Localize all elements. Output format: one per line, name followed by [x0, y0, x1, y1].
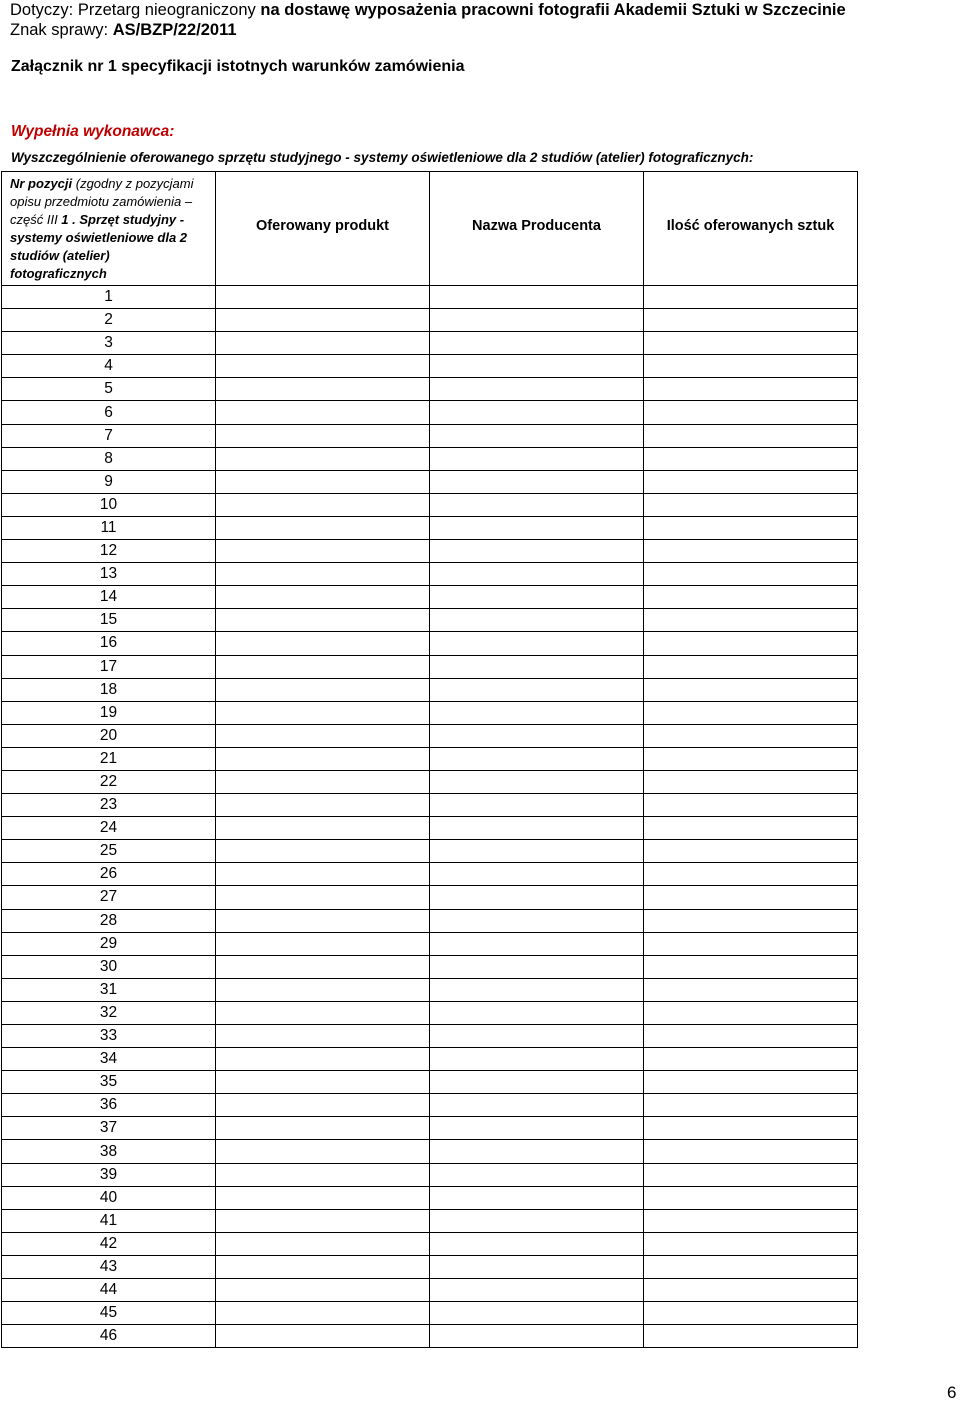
product-cell[interactable]: [216, 1094, 430, 1117]
manufacturer-cell[interactable]: [430, 586, 644, 609]
position-number-cell: 44: [2, 1279, 216, 1302]
position-number-cell: 38: [2, 1140, 216, 1163]
table-row: [2, 563, 858, 586]
table-row: [2, 932, 858, 955]
product-cell[interactable]: [216, 747, 430, 770]
product-cell[interactable]: [216, 770, 430, 793]
manufacturer-cell[interactable]: [430, 424, 644, 447]
manufacturer-cell[interactable]: [430, 978, 644, 1001]
manufacturer-cell[interactable]: [430, 1186, 644, 1209]
manufacturer-cell[interactable]: [430, 1001, 644, 1024]
position-number-cell: 46: [2, 1325, 216, 1348]
position-number-cell: 36: [2, 1094, 216, 1117]
table-row: [2, 1163, 858, 1186]
manufacturer-cell[interactable]: [430, 1325, 644, 1348]
manufacturer-cell[interactable]: [430, 1279, 644, 1302]
manufacturer-cell[interactable]: [430, 632, 644, 655]
position-number-cell: 15: [2, 609, 216, 632]
table-row: [2, 1186, 858, 1209]
table-row: [2, 909, 858, 932]
product-cell[interactable]: [216, 401, 430, 424]
product-cell[interactable]: [216, 1048, 430, 1071]
product-cell[interactable]: [216, 516, 430, 539]
table-row: [2, 955, 858, 978]
subject-bold: na dostawę wyposażenia pracowni fotografii Akademii Sztuki w Szczecinie: [260, 1, 846, 19]
quantity-cell[interactable]: [644, 655, 858, 678]
attachment-title: Załącznik nr 1 specyfikacji istotnych warunków zamówienia: [11, 58, 465, 75]
manufacturer-cell[interactable]: [430, 932, 644, 955]
table-header-row: [2, 172, 858, 286]
position-number-cell: 20: [2, 724, 216, 747]
position-number-cell: 26: [2, 863, 216, 886]
position-number-cell: 22: [2, 770, 216, 793]
product-cell[interactable]: [216, 1255, 430, 1278]
filled-by-heading: Wypełnia wykonawca:: [11, 123, 175, 140]
manufacturer-cell[interactable]: [430, 1255, 644, 1278]
product-cell[interactable]: [216, 840, 430, 863]
quantity-cell[interactable]: [644, 678, 858, 701]
table-row: [2, 863, 858, 886]
table-row: [2, 586, 858, 609]
equipment-description: Wyszczególnienie oferowanego sprzętu studyjnego - systemy oświetleniowe dla 2 studiów (atelier) fotograficznych:: [11, 150, 754, 165]
table-row: [2, 701, 858, 724]
manufacturer-cell[interactable]: [430, 609, 644, 632]
quantity-cell[interactable]: [644, 1140, 858, 1163]
product-cell[interactable]: [216, 863, 430, 886]
manufacturer-cell[interactable]: [430, 1163, 644, 1186]
manufacturer-cell[interactable]: [430, 1209, 644, 1232]
manufacturer-cell[interactable]: [430, 1048, 644, 1071]
position-number-cell: 23: [2, 794, 216, 817]
product-cell[interactable]: [216, 540, 430, 563]
product-cell[interactable]: [216, 1232, 430, 1255]
manufacturer-cell[interactable]: [430, 1117, 644, 1140]
quantity-cell[interactable]: [644, 540, 858, 563]
position-number-cell: 3: [2, 332, 216, 355]
product-cell[interactable]: [216, 586, 430, 609]
position-number-cell: 7: [2, 424, 216, 447]
product-cell[interactable]: [216, 1186, 430, 1209]
table-row: [2, 1209, 858, 1232]
manufacturer-cell[interactable]: [430, 886, 644, 909]
table-row: [2, 655, 858, 678]
product-cell[interactable]: [216, 955, 430, 978]
table-row: [2, 794, 858, 817]
position-number-cell: 41: [2, 1209, 216, 1232]
manufacturer-cell[interactable]: [430, 1025, 644, 1048]
product-cell[interactable]: [216, 978, 430, 1001]
table-row: [2, 978, 858, 1001]
position-number-cell: 34: [2, 1048, 216, 1071]
quantity-cell[interactable]: [644, 563, 858, 586]
manufacturer-cell[interactable]: [430, 817, 644, 840]
quantity-cell[interactable]: [644, 955, 858, 978]
manufacturer-cell[interactable]: [430, 286, 644, 309]
quantity-cell[interactable]: [644, 609, 858, 632]
position-header-text: (zgodny z pozycjami opisu przedmiotu zamówienia – część III: [10, 176, 194, 227]
offer-table: [1, 171, 858, 1348]
quantity-cell[interactable]: [644, 886, 858, 909]
manufacturer-cell[interactable]: [430, 332, 644, 355]
position-number-cell: 19: [2, 701, 216, 724]
table-row: [2, 1279, 858, 1302]
manufacturer-cell[interactable]: [430, 493, 644, 516]
position-number-cell: 16: [2, 632, 216, 655]
manufacturer-cell[interactable]: [430, 1302, 644, 1325]
table-row: [2, 1140, 858, 1163]
product-cell[interactable]: [216, 563, 430, 586]
manufacturer-cell[interactable]: [430, 447, 644, 470]
manufacturer-cell[interactable]: [430, 909, 644, 932]
product-cell[interactable]: [216, 609, 430, 632]
quantity-cell[interactable]: [644, 470, 858, 493]
column-header-manufacturer: Nazwa Producenta: [430, 172, 644, 286]
product-cell[interactable]: [216, 632, 430, 655]
quantity-cell[interactable]: [644, 1071, 858, 1094]
product-cell[interactable]: [216, 1279, 430, 1302]
table-row: [2, 493, 858, 516]
quantity-cell[interactable]: [644, 1094, 858, 1117]
product-cell[interactable]: [216, 1025, 430, 1048]
quantity-cell[interactable]: [644, 309, 858, 332]
subject-line: [10, 1, 846, 20]
position-number-cell: 37: [2, 1117, 216, 1140]
quantity-cell[interactable]: [644, 332, 858, 355]
manufacturer-cell[interactable]: [430, 770, 644, 793]
position-number-cell: 5: [2, 378, 216, 401]
case-line: [10, 21, 237, 40]
page-number: 6: [947, 1383, 957, 1402]
product-cell[interactable]: [216, 678, 430, 701]
column-header-quantity: Ilość oferowanych sztuk: [644, 172, 858, 286]
product-cell[interactable]: [216, 447, 430, 470]
product-cell[interactable]: [216, 886, 430, 909]
product-cell[interactable]: [216, 286, 430, 309]
product-cell[interactable]: [216, 724, 430, 747]
quantity-cell[interactable]: [644, 286, 858, 309]
product-cell[interactable]: [216, 1001, 430, 1024]
product-cell[interactable]: [216, 701, 430, 724]
table-row: [2, 447, 858, 470]
quantity-cell[interactable]: [644, 632, 858, 655]
quantity-cell[interactable]: [644, 1232, 858, 1255]
product-cell[interactable]: [216, 493, 430, 516]
product-cell[interactable]: [216, 424, 430, 447]
product-cell[interactable]: [216, 655, 430, 678]
position-number-cell: 30: [2, 955, 216, 978]
table-row: [2, 724, 858, 747]
product-cell[interactable]: [216, 932, 430, 955]
manufacturer-cell[interactable]: [430, 470, 644, 493]
manufacturer-cell[interactable]: [430, 678, 644, 701]
product-cell[interactable]: [216, 1140, 430, 1163]
quantity-cell[interactable]: [644, 1001, 858, 1024]
position-number-header: [2, 172, 216, 286]
table-row: [2, 678, 858, 701]
quantity-cell[interactable]: [644, 840, 858, 863]
manufacturer-cell[interactable]: [430, 540, 644, 563]
quantity-cell[interactable]: [644, 978, 858, 1001]
quantity-cell[interactable]: [644, 1302, 858, 1325]
quantity-cell[interactable]: [644, 1163, 858, 1186]
quantity-cell[interactable]: [644, 1048, 858, 1071]
case-number: AS/BZP/22/2011: [112, 21, 237, 39]
quantity-cell[interactable]: [644, 401, 858, 424]
table-row: [2, 355, 858, 378]
quantity-cell[interactable]: [644, 724, 858, 747]
position-number-cell: 17: [2, 655, 216, 678]
table-row: [2, 309, 858, 332]
position-number-cell: 1: [2, 286, 216, 309]
quantity-cell[interactable]: [644, 1255, 858, 1278]
quantity-cell[interactable]: [644, 794, 858, 817]
product-cell[interactable]: [216, 817, 430, 840]
table-row: [2, 1232, 858, 1255]
quantity-cell[interactable]: [644, 863, 858, 886]
table-row: [2, 1025, 858, 1048]
position-number-cell: 12: [2, 540, 216, 563]
position-number-cell: 43: [2, 1255, 216, 1278]
table-row: [2, 632, 858, 655]
quantity-cell[interactable]: [644, 378, 858, 401]
table-row: [2, 1255, 858, 1278]
position-number-cell: 4: [2, 355, 216, 378]
product-cell[interactable]: [216, 378, 430, 401]
position-number-cell: 29: [2, 932, 216, 955]
position-number-cell: 40: [2, 1186, 216, 1209]
table-row: [2, 332, 858, 355]
quantity-cell[interactable]: [644, 701, 858, 724]
product-cell[interactable]: [216, 332, 430, 355]
position-number-cell: 31: [2, 978, 216, 1001]
quantity-cell[interactable]: [644, 770, 858, 793]
position-number-cell: 25: [2, 840, 216, 863]
product-cell[interactable]: [216, 1117, 430, 1140]
quantity-cell[interactable]: [644, 424, 858, 447]
position-number-cell: 14: [2, 586, 216, 609]
quantity-cell[interactable]: [644, 747, 858, 770]
manufacturer-cell[interactable]: [430, 840, 644, 863]
manufacturer-cell[interactable]: [430, 1071, 644, 1094]
manufacturer-cell[interactable]: [430, 1140, 644, 1163]
table-row: [2, 424, 858, 447]
manufacturer-cell[interactable]: [430, 863, 644, 886]
manufacturer-cell[interactable]: [430, 747, 644, 770]
quantity-cell[interactable]: [644, 516, 858, 539]
manufacturer-cell[interactable]: [430, 655, 644, 678]
product-cell[interactable]: [216, 1163, 430, 1186]
case-label: Znak sprawy:: [10, 21, 113, 39]
column-header-product: Oferowany produkt: [216, 172, 430, 286]
product-cell[interactable]: [216, 1209, 430, 1232]
manufacturer-cell[interactable]: [430, 1232, 644, 1255]
table-row: [2, 770, 858, 793]
position-number-cell: 13: [2, 563, 216, 586]
table-row: [2, 840, 858, 863]
quantity-cell[interactable]: [644, 1117, 858, 1140]
table-row: [2, 470, 858, 493]
table-row: [2, 286, 858, 309]
position-number-cell: 33: [2, 1025, 216, 1048]
table-row: [2, 886, 858, 909]
position-number-cell: 28: [2, 909, 216, 932]
table-row: [2, 540, 858, 563]
manufacturer-cell[interactable]: [430, 794, 644, 817]
quantity-cell[interactable]: [644, 932, 858, 955]
product-cell[interactable]: [216, 1071, 430, 1094]
quantity-cell[interactable]: [644, 1209, 858, 1232]
manufacturer-cell[interactable]: [430, 955, 644, 978]
table-row: [2, 1117, 858, 1140]
manufacturer-cell[interactable]: [430, 701, 644, 724]
product-cell[interactable]: [216, 355, 430, 378]
position-number-cell: 21: [2, 747, 216, 770]
product-cell[interactable]: [216, 470, 430, 493]
quantity-cell[interactable]: [644, 909, 858, 932]
quantity-cell[interactable]: [644, 1025, 858, 1048]
position-header-bold: Nr pozycji: [10, 176, 73, 191]
product-cell[interactable]: [216, 909, 430, 932]
quantity-cell[interactable]: [644, 1325, 858, 1348]
position-number-cell: 18: [2, 678, 216, 701]
table-row: [2, 747, 858, 770]
position-number-cell: 11: [2, 516, 216, 539]
manufacturer-cell[interactable]: [430, 1094, 644, 1117]
table-row: [2, 1302, 858, 1325]
position-number-cell: 45: [2, 1302, 216, 1325]
position-number-cell: 6: [2, 401, 216, 424]
table-row: [2, 1325, 858, 1348]
product-cell[interactable]: [216, 309, 430, 332]
manufacturer-cell[interactable]: [430, 516, 644, 539]
position-number-cell: 42: [2, 1232, 216, 1255]
position-number-cell: 35: [2, 1071, 216, 1094]
manufacturer-cell[interactable]: [430, 309, 644, 332]
quantity-cell[interactable]: [644, 1186, 858, 1209]
position-header-section: 1 . Sprzęt studyjny - systemy oświetleniowe dla 2 studiów (atelier) fotograficznych: [10, 212, 188, 281]
position-number-cell: 39: [2, 1163, 216, 1186]
quantity-cell[interactable]: [644, 355, 858, 378]
manufacturer-cell[interactable]: [430, 378, 644, 401]
position-number-cell: 24: [2, 817, 216, 840]
subject-plain: Przetarg nieograniczony: [77, 1, 261, 19]
product-cell[interactable]: [216, 1325, 430, 1348]
position-number-cell: 9: [2, 470, 216, 493]
subject-label: Dotyczy:: [10, 1, 78, 19]
table-row: [2, 378, 858, 401]
manufacturer-cell[interactable]: [430, 724, 644, 747]
position-number-cell: 10: [2, 493, 216, 516]
quantity-cell[interactable]: [644, 1279, 858, 1302]
table-row: [2, 401, 858, 424]
quantity-cell[interactable]: [644, 817, 858, 840]
table-row: [2, 1094, 858, 1117]
quantity-cell[interactable]: [644, 447, 858, 470]
table-row: [2, 609, 858, 632]
manufacturer-cell[interactable]: [430, 401, 644, 424]
quantity-cell[interactable]: [644, 493, 858, 516]
position-number-cell: 32: [2, 1001, 216, 1024]
position-number-cell: 8: [2, 447, 216, 470]
table-row: [2, 1048, 858, 1071]
table-row: [2, 1001, 858, 1024]
position-number-cell: 27: [2, 886, 216, 909]
table-row: [2, 516, 858, 539]
product-cell[interactable]: [216, 794, 430, 817]
quantity-cell[interactable]: [644, 586, 858, 609]
manufacturer-cell[interactable]: [430, 563, 644, 586]
table-row: [2, 1071, 858, 1094]
table-row: [2, 817, 858, 840]
manufacturer-cell[interactable]: [430, 355, 644, 378]
product-cell[interactable]: [216, 1302, 430, 1325]
position-number-cell: 2: [2, 309, 216, 332]
